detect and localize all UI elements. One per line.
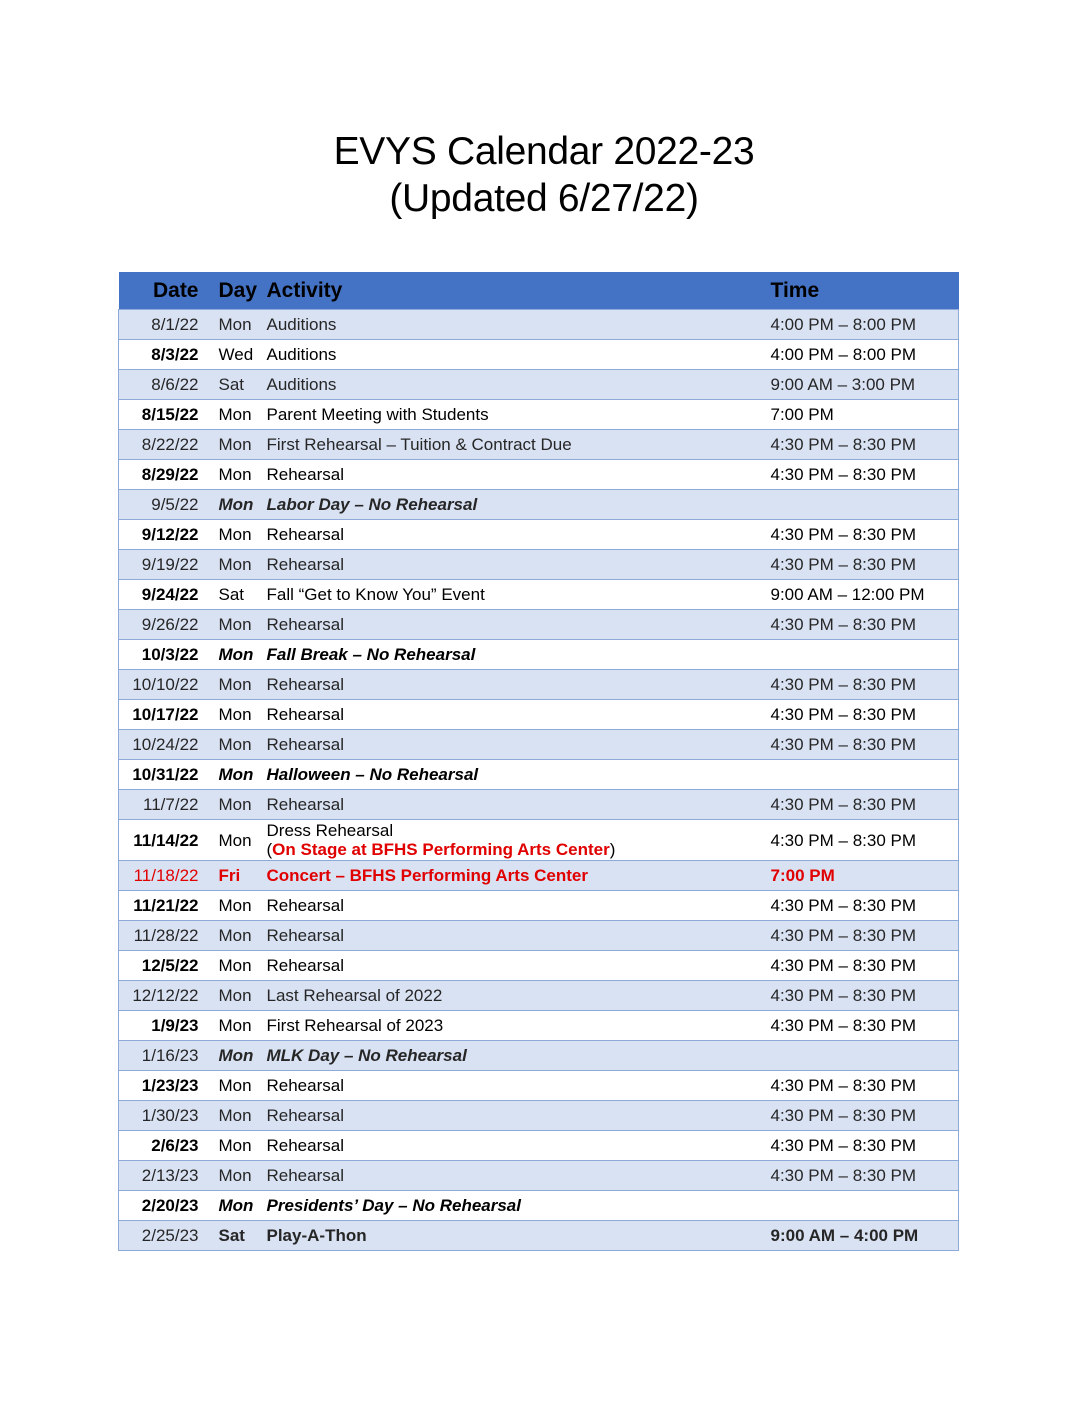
- row-date: 8/22/22: [119, 430, 209, 460]
- row-day: Mon: [209, 981, 267, 1011]
- table-row: [119, 580, 959, 610]
- row-time: 4:00 PM – 8:00 PM: [761, 340, 959, 370]
- row-date: 12/5/22: [119, 951, 209, 981]
- table-row: [119, 951, 959, 981]
- table-row: [119, 820, 959, 861]
- row-day: Mon: [209, 1131, 267, 1161]
- row-day: Sat: [209, 370, 267, 400]
- row-activity-note: (On Stage at BFHS Performing Arts Center): [266, 840, 616, 859]
- row-date: 9/5/22: [119, 490, 209, 520]
- header-time: Time: [761, 272, 959, 310]
- row-activity-main: Dress Rehearsal: [266, 821, 394, 840]
- row-time: 9:00 AM – 3:00 PM: [761, 370, 959, 400]
- row-date: 1/30/23: [119, 1101, 209, 1131]
- row-date: 8/6/22: [119, 370, 209, 400]
- row-date: 8/29/22: [119, 460, 209, 490]
- table-row: [119, 490, 959, 520]
- header-date: Date: [119, 272, 209, 310]
- row-time: 4:00 PM – 8:00 PM: [761, 310, 959, 340]
- row-time: 4:30 PM – 8:30 PM: [761, 790, 959, 820]
- row-day: Mon: [209, 640, 267, 670]
- row-activity: First Rehearsal – Tuition & Contract Due: [267, 430, 761, 460]
- row-activity: Auditions: [267, 340, 761, 370]
- row-day: Mon: [209, 1191, 267, 1221]
- row-day: Fri: [209, 861, 267, 891]
- row-time: 4:30 PM – 8:30 PM: [761, 820, 959, 861]
- row-activity: Labor Day – No Rehearsal: [267, 490, 761, 520]
- row-time: 4:30 PM – 8:30 PM: [761, 951, 959, 981]
- table-row: [119, 1041, 959, 1071]
- row-activity: Rehearsal: [267, 520, 761, 550]
- row-time: 4:30 PM – 8:30 PM: [761, 1101, 959, 1131]
- row-date: 10/31/22: [119, 760, 209, 790]
- row-time: [761, 760, 959, 790]
- row-time: 4:30 PM – 8:30 PM: [761, 981, 959, 1011]
- row-day: Mon: [209, 921, 267, 951]
- row-activity: Rehearsal: [267, 610, 761, 640]
- row-time: 4:30 PM – 8:30 PM: [761, 610, 959, 640]
- row-date: 1/16/23: [119, 1041, 209, 1071]
- row-date: 9/19/22: [119, 550, 209, 580]
- calendar-table: [118, 272, 959, 1251]
- table-row: [119, 370, 959, 400]
- row-time: 4:30 PM – 8:30 PM: [761, 921, 959, 951]
- row-activity: Auditions: [267, 370, 761, 400]
- row-date: 2/20/23: [119, 1191, 209, 1221]
- row-day: Mon: [209, 310, 267, 340]
- row-day: Mon: [209, 820, 267, 861]
- row-time: 4:30 PM – 8:30 PM: [761, 1071, 959, 1101]
- row-activity: Rehearsal: [267, 951, 761, 981]
- row-day: Mon: [209, 700, 267, 730]
- row-day: Sat: [209, 1221, 267, 1251]
- table-row: [119, 790, 959, 820]
- row-day: Mon: [209, 951, 267, 981]
- row-date: 9/24/22: [119, 580, 209, 610]
- row-time: 7:00 PM: [761, 400, 959, 430]
- row-activity: MLK Day – No Rehearsal: [267, 1041, 761, 1071]
- row-date: 8/15/22: [119, 400, 209, 430]
- row-activity: Last Rehearsal of 2022: [267, 981, 761, 1011]
- row-date: 2/13/23: [119, 1161, 209, 1191]
- venue-note: On Stage at BFHS Performing Arts Center: [272, 840, 610, 859]
- row-activity: Rehearsal: [267, 700, 761, 730]
- table-row: [119, 1131, 959, 1161]
- row-date: 10/3/22: [119, 640, 209, 670]
- table-row: [119, 700, 959, 730]
- table-row: [119, 430, 959, 460]
- table-row: [119, 1221, 959, 1251]
- row-activity: Auditions: [267, 310, 761, 340]
- row-activity: Presidents’ Day – No Rehearsal: [267, 1191, 761, 1221]
- table-row: [119, 520, 959, 550]
- table-row: [119, 460, 959, 490]
- row-time: 4:30 PM – 8:30 PM: [761, 550, 959, 580]
- row-day: Mon: [209, 1071, 267, 1101]
- row-activity: Rehearsal: [267, 1101, 761, 1131]
- row-day: Mon: [209, 610, 267, 640]
- row-time: 4:30 PM – 8:30 PM: [761, 1011, 959, 1041]
- row-activity: Parent Meeting with Students: [267, 400, 761, 430]
- table-row: [119, 1191, 959, 1221]
- title-line-1: EVYS Calendar 2022-23: [333, 130, 755, 173]
- table-row: [119, 400, 959, 430]
- row-activity: First Rehearsal of 2023: [267, 1011, 761, 1041]
- row-activity: Rehearsal: [267, 1161, 761, 1191]
- row-activity: Rehearsal: [267, 670, 761, 700]
- row-date: 8/3/22: [119, 340, 209, 370]
- row-day: Mon: [209, 1011, 267, 1041]
- row-date: 11/21/22: [119, 891, 209, 921]
- row-day: Mon: [209, 400, 267, 430]
- row-date: 9/26/22: [119, 610, 209, 640]
- row-date: 9/12/22: [119, 520, 209, 550]
- table-row: [119, 730, 959, 760]
- row-activity: Rehearsal: [267, 1131, 761, 1161]
- row-time: 4:30 PM – 8:30 PM: [761, 670, 959, 700]
- table-row: [119, 1161, 959, 1191]
- table-row: [119, 921, 959, 951]
- row-activity: Halloween – No Rehearsal: [267, 760, 761, 790]
- row-day: Mon: [209, 550, 267, 580]
- row-time: 4:30 PM – 8:30 PM: [761, 700, 959, 730]
- table-row: [119, 861, 959, 891]
- row-date: 10/10/22: [119, 670, 209, 700]
- document-title: [0, 128, 1088, 222]
- header-day: Day: [209, 272, 267, 310]
- table-row: [119, 1071, 959, 1101]
- row-day: Mon: [209, 1041, 267, 1071]
- row-time: 4:30 PM – 8:30 PM: [761, 1161, 959, 1191]
- row-time: 4:30 PM – 8:30 PM: [761, 430, 959, 460]
- row-date: 8/1/22: [119, 310, 209, 340]
- table-row: [119, 1101, 959, 1131]
- row-time: 4:30 PM – 8:30 PM: [761, 1131, 959, 1161]
- table-row: [119, 981, 959, 1011]
- row-date: 11/18/22: [119, 861, 209, 891]
- row-day: Wed: [209, 340, 267, 370]
- row-day: Mon: [209, 490, 267, 520]
- title-line-2: (Updated 6/27/22): [389, 177, 699, 220]
- row-time: 9:00 AM – 12:00 PM: [761, 580, 959, 610]
- row-date: 10/17/22: [119, 700, 209, 730]
- row-day: Mon: [209, 1161, 267, 1191]
- row-day: Mon: [209, 790, 267, 820]
- row-activity: Fall Break – No Rehearsal: [267, 640, 761, 670]
- row-activity: Rehearsal: [267, 1071, 761, 1101]
- row-activity: Rehearsal: [267, 891, 761, 921]
- row-time: 4:30 PM – 8:30 PM: [761, 460, 959, 490]
- table-row: [119, 640, 959, 670]
- row-date: 11/28/22: [119, 921, 209, 951]
- table-row: [119, 1011, 959, 1041]
- row-time: [761, 640, 959, 670]
- row-time: [761, 1191, 959, 1221]
- row-activity: Play-A-Thon: [267, 1221, 761, 1251]
- row-date: 10/24/22: [119, 730, 209, 760]
- row-date: 11/7/22: [119, 790, 209, 820]
- table-row: [119, 550, 959, 580]
- row-date: 1/23/23: [119, 1071, 209, 1101]
- header-activity: Activity: [267, 272, 761, 310]
- table-row: [119, 310, 959, 340]
- row-activity: Concert – BFHS Performing Arts Center: [267, 861, 761, 891]
- table-header-row: [119, 272, 959, 310]
- row-activity: Rehearsal: [267, 790, 761, 820]
- row-date: 11/14/22: [119, 820, 209, 861]
- row-time: [761, 1041, 959, 1071]
- row-date: 2/25/23: [119, 1221, 209, 1251]
- row-time: [761, 490, 959, 520]
- row-day: Mon: [209, 670, 267, 700]
- table-row: [119, 891, 959, 921]
- table-row: [119, 340, 959, 370]
- row-day: Mon: [209, 891, 267, 921]
- row-time: 4:30 PM – 8:30 PM: [761, 891, 959, 921]
- row-day: Mon: [209, 1101, 267, 1131]
- row-activity: Rehearsal: [267, 550, 761, 580]
- row-activity: Rehearsal: [267, 921, 761, 951]
- row-day: Mon: [209, 760, 267, 790]
- row-activity: Fall “Get to Know You” Event: [267, 580, 761, 610]
- row-day: Mon: [209, 430, 267, 460]
- row-activity: [267, 820, 761, 861]
- row-day: Sat: [209, 580, 267, 610]
- row-day: Mon: [209, 520, 267, 550]
- row-activity: Rehearsal: [267, 730, 761, 760]
- row-day: Mon: [209, 730, 267, 760]
- row-time: 7:00 PM: [761, 861, 959, 891]
- row-date: 12/12/22: [119, 981, 209, 1011]
- table-row: [119, 670, 959, 700]
- row-time: 9:00 AM – 4:00 PM: [761, 1221, 959, 1251]
- row-time: 4:30 PM – 8:30 PM: [761, 520, 959, 550]
- row-day: Mon: [209, 460, 267, 490]
- row-date: 1/9/23: [119, 1011, 209, 1041]
- row-time: 4:30 PM – 8:30 PM: [761, 730, 959, 760]
- row-date: 2/6/23: [119, 1131, 209, 1161]
- table-row: [119, 610, 959, 640]
- table-row: [119, 760, 959, 790]
- row-activity: Rehearsal: [267, 460, 761, 490]
